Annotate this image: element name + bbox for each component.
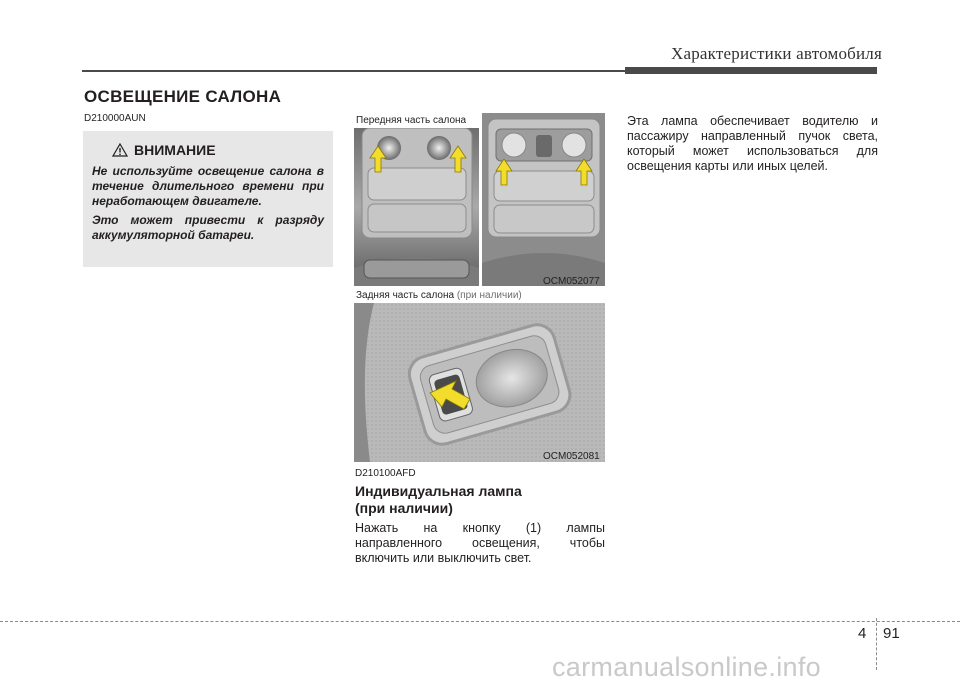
caution-header	[112, 142, 324, 158]
rear-figure-label-note: (при наличии)	[456, 290, 522, 301]
individual-lamp-title	[355, 483, 605, 517]
individual-lamp-title-line2: (при наличии)	[355, 500, 453, 516]
watermark: carmanualsonline.info	[552, 652, 821, 682]
footer-chapter-number: 4	[858, 625, 867, 642]
footer-page-number: 91	[883, 625, 900, 642]
caution-paragraph-1: Не используйте освещение салона в течение длительного времени при неработающем двигателе.	[92, 164, 324, 208]
individual-lamp-title-line1: Индивидуальная лампа	[355, 483, 522, 499]
rear-figure-label-text: Задняя часть салона	[356, 290, 455, 301]
individual-lamp-text: Нажать на кнопку (1) лампы направленного освещения, чтобы включить или выключить свет.	[355, 521, 605, 565]
header-rule-thick	[625, 67, 877, 74]
section-title: ОСВЕЩЕНИЕ САЛОНА	[84, 87, 282, 106]
front-lamp-photo-right	[482, 113, 605, 286]
footer-divider	[876, 618, 877, 670]
warning-triangle-icon	[112, 143, 128, 157]
right-column-text: Эта лампа обеспечивает водителю и пассажиру направленный пучок света, который может использоваться для освещения карты или иных целей.	[627, 114, 878, 173]
caution-heading: ВНИМАНИЕ	[134, 142, 216, 158]
individual-lamp-code: D210100AFD	[355, 468, 416, 479]
footer-rule	[0, 621, 960, 622]
front-figure-label: Передняя часть салона	[356, 115, 467, 126]
rear-lamp-photo	[354, 303, 605, 462]
front-lamp-photo-left	[354, 128, 479, 286]
rear-figure-label	[356, 290, 522, 301]
caution-paragraph-2: Это может привести к разряду аккумуляторной батареи.	[92, 213, 324, 242]
chapter-title: Характеристики автомобиля	[671, 44, 882, 63]
front-figure-code: OCM052077	[543, 276, 600, 287]
caution-box	[83, 131, 333, 267]
header-rule	[82, 70, 625, 72]
rear-figure-code: OCM052081	[543, 451, 600, 462]
section-code: D210000AUN	[84, 113, 146, 124]
